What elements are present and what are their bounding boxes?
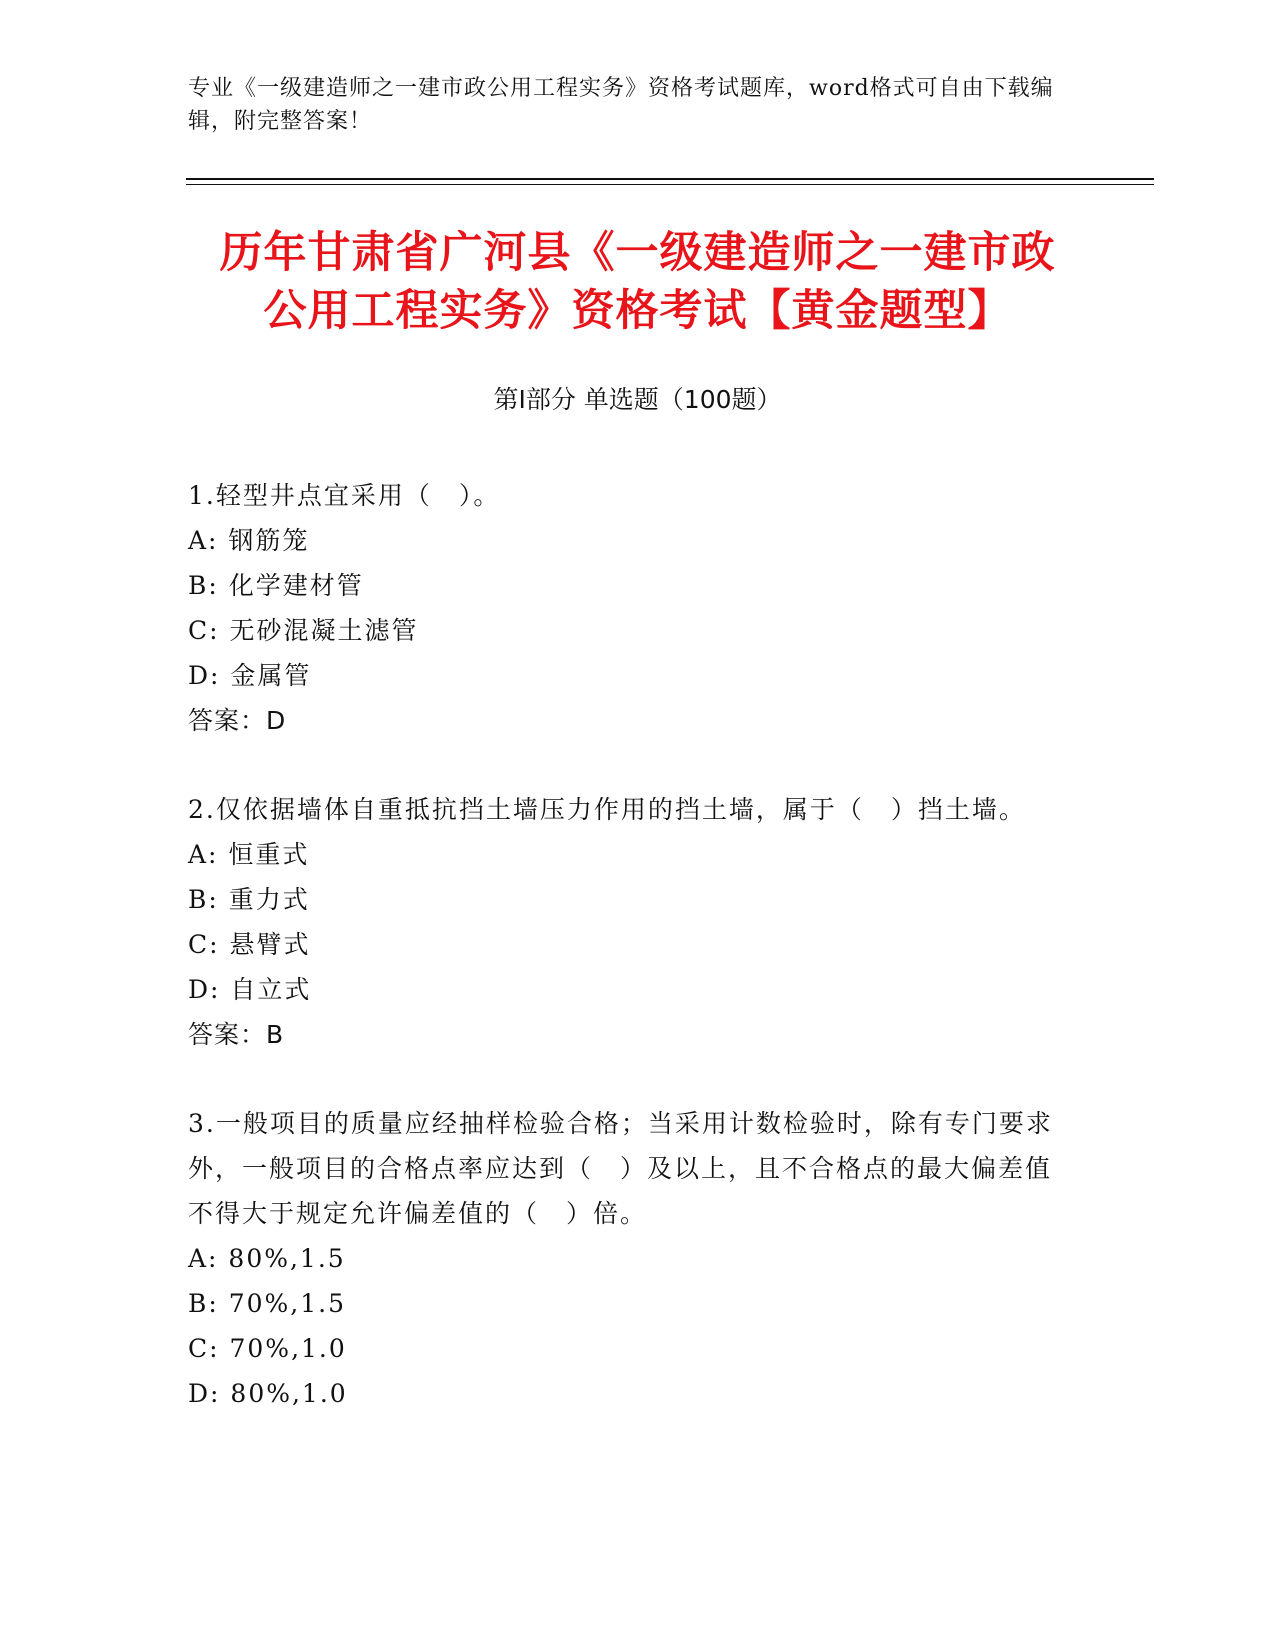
document-title-line-1: 历年甘肃省广河县《一级建造师之一建市政	[219, 228, 1056, 278]
answer: 答案：D	[188, 706, 287, 735]
option-d: D: 自立式	[188, 975, 312, 1004]
option-a: A: 钢筋笼	[188, 526, 310, 555]
header-rule-thin	[186, 184, 1154, 185]
answer: 答案：B	[188, 1020, 285, 1049]
option-c: C: 悬臂式	[188, 930, 311, 959]
question-3	[188, 1101, 1068, 1416]
option-c: C: 70%,1.0	[188, 1334, 347, 1363]
option-d: D: 80%,1.0	[188, 1379, 348, 1408]
document-title-line-2: 公用工程实务》资格考试【黄金题型】	[263, 286, 1012, 336]
question-list	[188, 473, 1068, 1460]
header-note: 专业《一级建造师之一建市政公用工程实务》资格考试题库，word格式可自由下载编辑，附完整答案！	[188, 76, 1054, 134]
option-c: C: 无砂混凝土滤管	[188, 616, 419, 645]
option-b: B: 70%,1.5	[188, 1289, 347, 1318]
option-a: A: 恒重式	[188, 840, 310, 869]
option-d: D: 金属管	[188, 661, 312, 690]
question-stem: 2.仅依据墙体自重抵抗挡土墙压力作用的挡土墙，属于（ ）挡土墙。	[188, 795, 1026, 824]
option-b: B: 化学建材管	[188, 571, 364, 600]
option-a: A: 80%,1.5	[188, 1244, 346, 1273]
question-stem: 3.一般项目的质量应经抽样检验合格；当采用计数检验时，除有专门要求外，一般项目的合格点率应达到（ ）及以上，且不合格点的最大偏差值不得大于规定允许偏差值的（ ）倍。	[188, 1109, 1053, 1228]
option-b: B: 重力式	[188, 885, 310, 914]
question-2	[188, 787, 1068, 1057]
question-1	[188, 473, 1068, 743]
question-stem: 1.轻型井点宜采用（ ）。	[188, 481, 501, 510]
header-rule-thick	[186, 178, 1154, 180]
section-title: 第Ⅰ部分 单选题（100题）	[493, 385, 782, 414]
document-title	[150, 224, 1125, 340]
